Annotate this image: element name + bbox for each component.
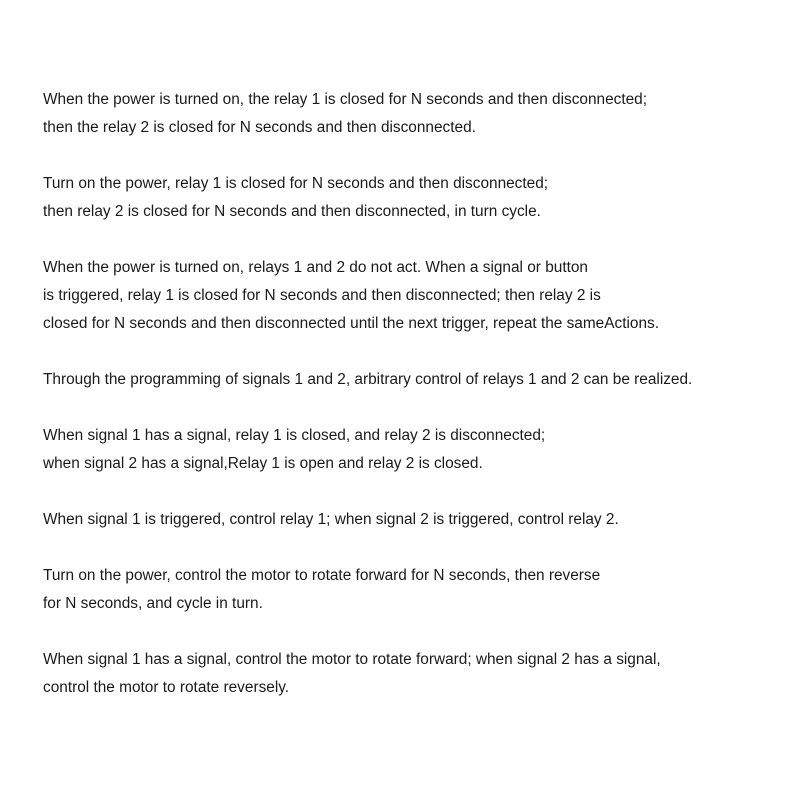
text-line: is triggered, relay 1 is closed for N seconds and then disconnected; then relay 2 is bbox=[43, 287, 601, 304]
text-line: Through the programming of signals 1 and 2, arbitrary control of relays 1 and 2 can be realized. bbox=[43, 371, 693, 388]
text-line: for N seconds, and cycle in turn. bbox=[43, 595, 263, 612]
mode-description-paragraph bbox=[43, 562, 783, 618]
text-line: control the motor to rotate reversely. bbox=[43, 679, 290, 696]
mode-description-paragraph bbox=[43, 86, 783, 142]
text-line: then relay 2 is closed for N seconds and then disconnected, in turn cycle. bbox=[43, 203, 541, 220]
mode-description-paragraph bbox=[43, 366, 783, 394]
mode-description-paragraph bbox=[43, 646, 783, 702]
mode-description-paragraph bbox=[43, 422, 783, 478]
text-line: Turn on the power, control the motor to rotate forward for N seconds, then reverse bbox=[43, 567, 601, 584]
text-line: When signal 1 has a signal, control the motor to rotate forward; when signal 2 has a signal, bbox=[43, 651, 661, 668]
mode-description-paragraph bbox=[43, 506, 783, 534]
relay-mode-descriptions bbox=[43, 86, 783, 730]
text-line: closed for N seconds and then disconnected until the next trigger, repeat the sameActions. bbox=[43, 315, 659, 332]
mode-description-paragraph bbox=[43, 254, 783, 338]
text-line: When the power is turned on, the relay 1 is closed for N seconds and then disconnected; bbox=[43, 91, 648, 108]
mode-description-paragraph bbox=[43, 170, 783, 226]
text-line: When signal 1 has a signal, relay 1 is closed, and relay 2 is disconnected; bbox=[43, 427, 546, 444]
text-line: When the power is turned on, relays 1 and 2 do not act. When a signal or button bbox=[43, 259, 588, 276]
text-line: when signal 2 has a signal,Relay 1 is open and relay 2 is closed. bbox=[43, 455, 483, 472]
text-line: then the relay 2 is closed for N seconds and then disconnected. bbox=[43, 119, 476, 136]
text-line: When signal 1 is triggered, control relay 1; when signal 2 is triggered, control relay 2. bbox=[43, 511, 619, 528]
text-line: Turn on the power, relay 1 is closed for N seconds and then disconnected; bbox=[43, 175, 549, 192]
